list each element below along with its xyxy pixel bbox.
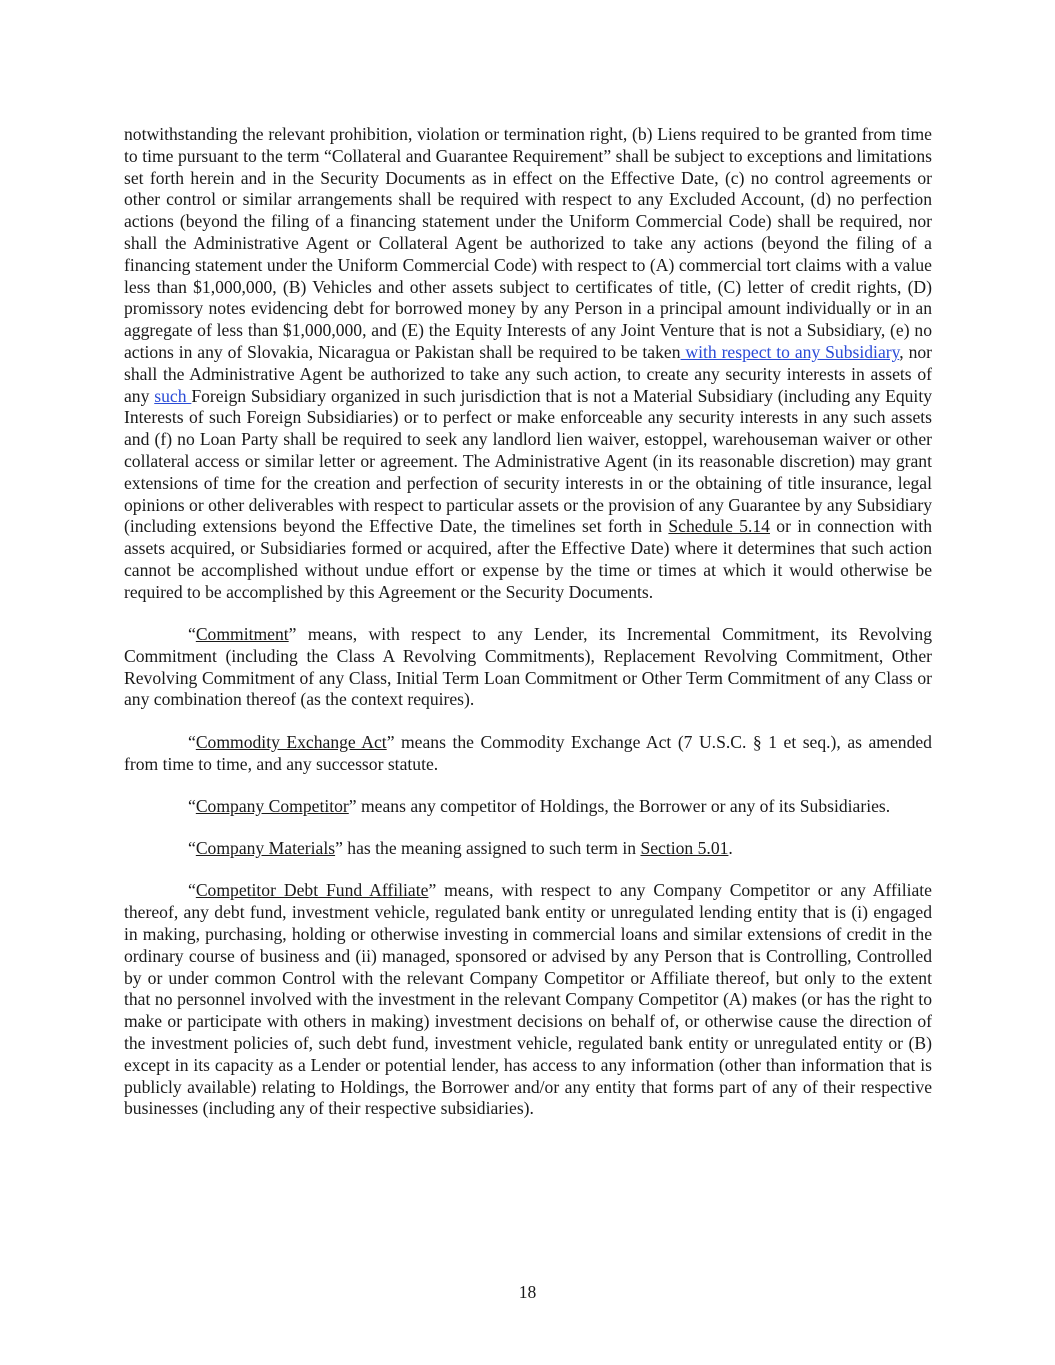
collateral-exceptions-paragraph — [124, 124, 932, 604]
paragraph-text: or in connection with assets acquired, or Subsidiaries formed or acquired, after the Effective Date) where it determines that such action cannot be accomplished without undue effort or expense by the time or times at which it would otherwise be required to be accomplished by this Agreement or the Security Documents. — [124, 516, 932, 602]
definition-text: ” has the meaning assigned to such term in — [335, 838, 641, 859]
definition-text: ” means, with respect to any Company Competitor or any Affiliate thereof, any debt fund, investment vehicle, regulated bank entity or unregulated lending entity that is (i) engaged in making, purchasing, holding or otherwise investing in commercial loans and similar extensions of credit in the ordinary course of business and (ii) managed, sponsored or advised by any Person that is Controlling, Controlled by or under common Control with the relevant Company Competitor or Affiliate thereof, but only to the extent that no personnel involved with the investment in the relevant Company Competitor (A) makes (or has the right to make or participate with others in making) investment decisions on behalf of, or otherwise cause the direction of the investment policies of, such debt fund, investment vehicle, regulated bank entity or unregulated entity or (B) except in its capacity as a Lender or potential lender, has access to any information (other than information that is publicly available) relating to Holdings, the Borrower and/or any entity that forms part of any of their respective businesses (including any of their respective subsidiaries). — [124, 880, 932, 1119]
definition-text: ” means the Commodity Exchange Act (7 U.S.C. § 1 et seq.), as amended from time to time, and any successor statute. — [124, 731, 932, 774]
definition-text: ” means any competitor of Holdings, the Borrower or any of its Subsidiaries. — [348, 795, 891, 816]
definition-competitor-debt-fund-affiliate — [124, 880, 932, 1120]
defined-term: Company Materials — [195, 838, 336, 859]
paragraph-text: Foreign Subsidiary organized in such jurisdiction that is not a Material Subsidiary (including any Equity Interests of such Foreign Subsidiaries) or to perfect or make enforceable any security interests in any such assets and (f) no Loan Party shall be required to seek any landlord lien waiver, estoppel, warehouseman waiver or other collateral access or similar letter or agreement. The Administrative Agent (in its reasonable discretion) may grant extensions of time for the creation and perfection of security interests in or the obtaining of title insurance, legal opinions or other deliverables with respect to particular assets or the provision of any Guarantee by any Subsidiary (including extensions beyond the Effective Date, the timelines set forth in — [124, 385, 933, 537]
page-number: 18 — [518, 1282, 537, 1302]
open-quote: “ — [188, 795, 196, 816]
open-quote: “ — [188, 880, 196, 901]
definition-text: ” means, with respect to any Lender, its Incremental Commitment, its Revolving Commitment (including the Class A Revolving Commitments), Replacement Revolving Commitment, Other Revolving Commitment of any Class, Initial Term Loan Commitment or Other Term Commitment of any Class or any combination thereof (as the context requires). — [124, 624, 932, 710]
definition-company-competitor — [124, 796, 932, 818]
definition-company-materials — [124, 838, 932, 860]
paragraph-text: , nor shall the Administrative Agent be authorized to take any such action, to create any security interests in assets of any — [124, 341, 933, 406]
such-link[interactable]: such — [154, 385, 192, 406]
paragraph-text: notwithstanding the relevant prohibition, violation or termination right, (b) Liens required to be granted from time to time pursuant to the term “Collateral and Guarantee Requirement” shall be subject to exceptions and limitations set forth herein and in the Security Documents as in effect on the Effective Date, (c) no control agreements or other control or similar arrangements shall be required with respect to any Excluded Account, (d) no perfection actions (beyond the filing of a financing statement under the Uniform Commercial Code) shall be required, nor shall the Administrative Agent or Collateral Agent be authorized to take any actions (beyond the filing of a financing statement under the Uniform Commercial Code) with respect to (A) commercial tort claims with a value less than $1,000,000, (B) Vehicles and other assets subject to certificates of title, (C) letter of credit rights, (D) promissory notes evidencing debt for borrowed money by any Person in a principal amount individually or in an aggregate of less than $1,000,000, and (E) the Equity Interests of any Joint Venture that is not a Subsidiary, (e) no actions in any of Slovakia, Nicaragua or Pakistan shall be required to be taken — [124, 124, 932, 362]
schedule-reference: Schedule 5.14 — [668, 516, 770, 537]
defined-term: Company Competitor — [195, 795, 349, 816]
definition-commitment — [124, 624, 932, 711]
document-body — [124, 124, 932, 1141]
defined-term: Commitment — [195, 624, 289, 645]
open-quote: “ — [188, 731, 196, 752]
open-quote: “ — [188, 624, 196, 645]
definition-text: . — [728, 838, 733, 859]
definition-commodity-exchange-act — [124, 732, 932, 776]
defined-term: Competitor Debt Fund Affiliate — [195, 880, 429, 901]
section-reference: Section 5.01 — [640, 838, 729, 859]
defined-term: Commodity Exchange Act — [195, 731, 387, 752]
open-quote: “ — [188, 838, 196, 859]
subsidiary-link[interactable]: with respect to any Subsidiary — [680, 341, 900, 362]
